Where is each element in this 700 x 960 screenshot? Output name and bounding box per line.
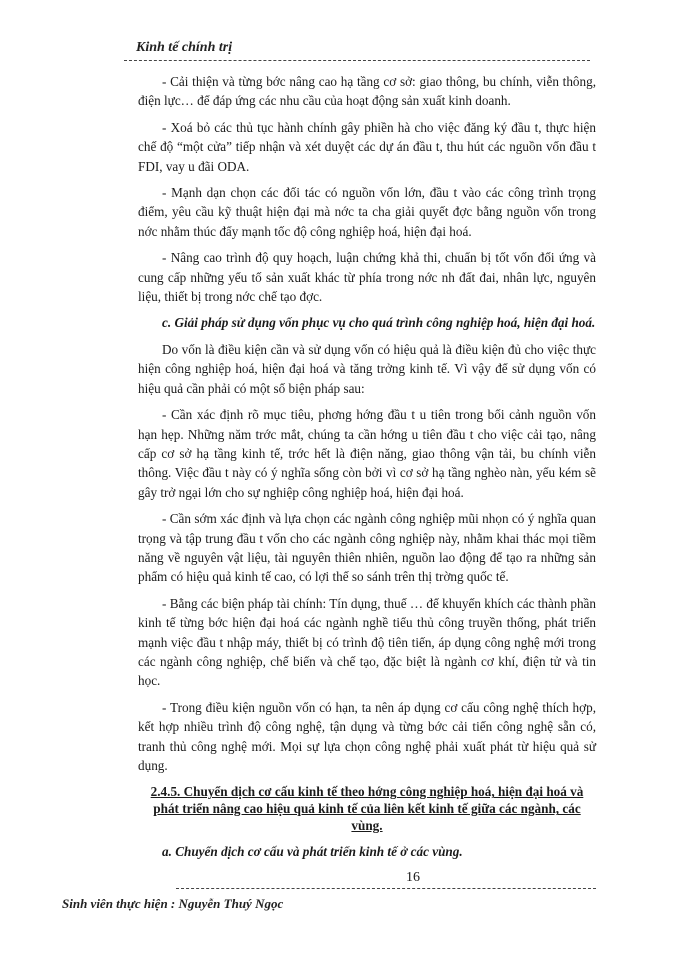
bullet-paragraph: - Cần xác định rõ mục tiêu, phơng hớng đầu t u tiên trong bối cảnh nguồn vốn hạn hẹp. Những năm trớc mắt, chúng ta cần hớng u tiên đầu t cho việc cải tạo, nâng cấp cơ sở hạ tầng kinh tế, trớc hết là điện năng, giao thông vận tải, bu chính viễn thông. Việc đầu t này có ý nghĩa sống còn bởi vì cơ sở hạ tầng nghèo nàn, yếu kém sẽ gây trở ngại lớn cho sự nghiệp công nghiệp hoá, hiện đại hoá. (138, 407, 596, 500)
running-header-title: Kinh tế chính trị (136, 40, 233, 55)
section-heading-c: c. Giải pháp sử dụng vốn phục vụ cho quá trình công nghiệp hoá, hiện đại hoá. (162, 315, 596, 331)
bullet-paragraph: - Cần sớm xác định và lựa chọn các ngành công nghiệp mũi nhọn có ý nghĩa quan trọng và tập trung đầu t vốn cho các ngành công nghiệp này, nhằm khai thác mọi tiềm năng về nguyên vật liệu, tài nguyên thiên nhiên, nguồn lao động để tạo ra những sản phẩm có hiệu quả kinh tế cao, có lợi thế so sánh trên thị trờng quốc tế. (138, 511, 596, 585)
section-heading-a: a. Chuyển dịch cơ cấu và phát triển kinh tế ở các vùng. (162, 844, 463, 860)
intro-paragraph: Do vốn là điều kiện cần và sử dụng vốn có hiệu quả là điều kiện đủ cho việc thực hiện công nghiệp hoá, hiện đại hoá và tăng trởng kinh tế. Vì vậy để sử dụng vốn có hiệu quả cần phải có một số biện pháp sau: (138, 341, 596, 396)
footer-author: Sinh viên thực hiện : Nguyễn Thuý Ngọc (62, 896, 284, 911)
document-body (138, 72, 596, 869)
footer-dashed-divider (176, 888, 596, 889)
bullet-paragraph: - Bằng các biện pháp tài chính: Tín dụng, thuế … để khuyến khích các thành phần kinh tế từng bớc hiện đại hoá các ngành nghề tiểu thủ công truyền thống, phát triển mạnh việc đầu t nhập máy, thiết bị có trình độ tiên tiến, áp dụng công nghệ mới trong các ngành công nghiệp, chế biến và chế tạo, đặc biệt là ngành cơ khí, điện tử và tin học. (138, 595, 596, 689)
bullet-paragraph: - Mạnh dạn chọn các đối tác có nguồn vốn lớn, đầu t vào các công trình trọng điểm, yêu cầu kỹ thuật hiện đại mà nớc ta cha giải quyết đợc bằng nguồn vốn trong nớc nhằm thúc đẩy mạnh tốc độ công nghiệp hoá, hiện đại hoá. (138, 185, 596, 239)
bullet-paragraph: - Nâng cao trình độ quy hoạch, luận chứng khả thi, chuẩn bị tốt vốn đối ứng và cung cấp những yếu tố sản xuất khác từ phía trong nớc nh đất đai, nhân lực, nguyên liệu, thiết bị trong nớc chế tạo đợc. (138, 250, 596, 305)
section-heading-2-4-5: 2.4.5. Chuyển dịch cơ cấu kinh tế theo hớng công nghiệp hoá, hiện đại hoá và phát triển nâng cao hiệu quả kinh tế của liên kết kinh tế giữa các ngành, các vùng. (150, 784, 584, 834)
header-dashed-divider (124, 60, 590, 61)
bullet-paragraph: - Trong điều kiện nguồn vốn có hạn, ta nên áp dụng cơ cấu công nghệ thích hợp, kết hợp nhiều trình độ công nghệ, tận dụng và từng bớc cải tiến công nghệ sẵn có, tranh thủ công nghệ mới. Mọi sự lựa chọn công nghệ phải xuất phát từ hiệu quả sử dụng. (138, 699, 596, 773)
bullet-paragraph: - Xoá bỏ các thủ tục hành chính gây phiền hà cho việc đăng ký đầu t, thực hiện chế độ “một cửa” tiếp nhận và xét duyệt các dự án đầu t, thu hút các nguồn vốn đầu t FDI, vay u đãi ODA. (138, 119, 596, 174)
bullet-paragraph: - Cải thiện và từng bớc nâng cao hạ tầng cơ sở: giao thông, bu chính, viễn thông, điện lực… để đáp ứng các nhu cầu của hoạt động sản xuất kinh doanh. (138, 74, 596, 109)
page-number: 16 (406, 870, 420, 885)
